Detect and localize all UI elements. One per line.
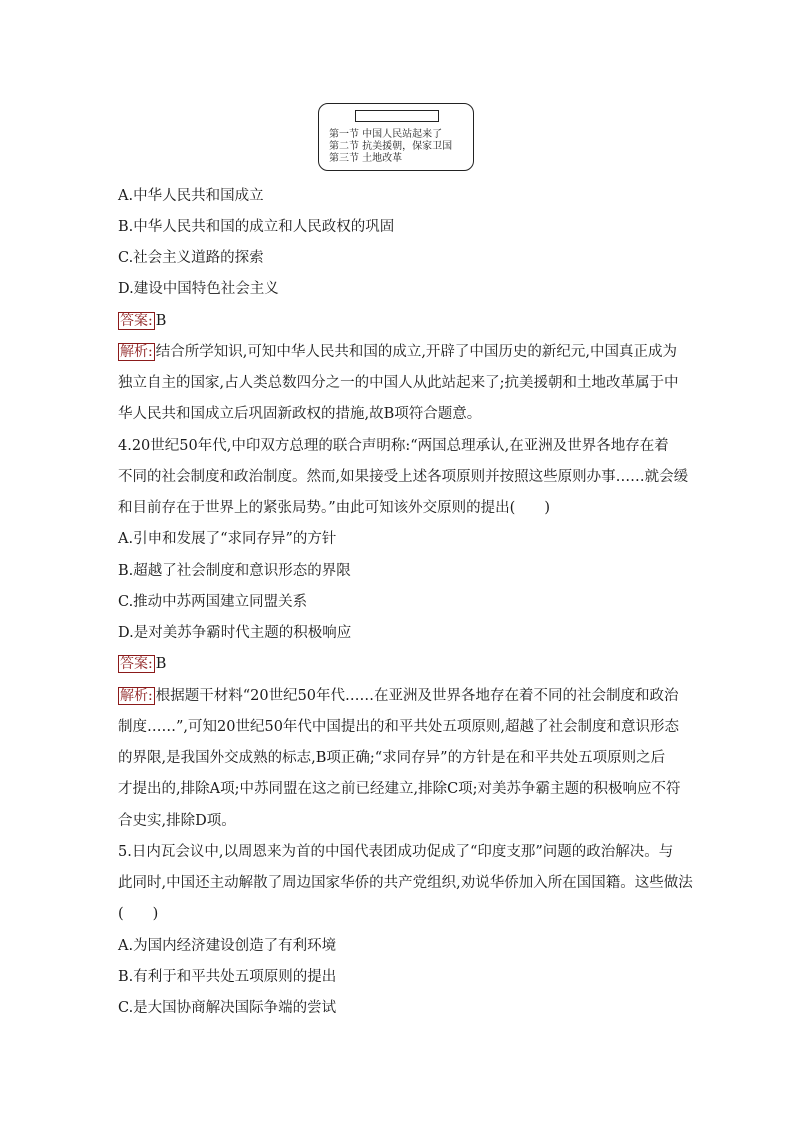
q4-answer [118,654,166,674]
q5-stem-line-2: 此同时,中国还主动解散了周边国家华侨的共产党组织,劝说华侨加入所在国国籍。这些做法 [118,875,693,891]
chapter-section-1: 第一节 中国人民站起来了 [329,129,443,140]
q4-analysis-line-4: 才提出的,排除A项;中苏同盟在这之前已经建立,排除C项;对美苏争霸主题的积极响应不符 [118,781,681,797]
q3-answer-label: 答案: [120,313,153,329]
q5-option-a: A.为国内经济建设创造了有利环境 [118,938,337,954]
q3-analysis-line-2: 独立自主的国家,占人类总数四分之一的中国人从此站起来了;抗美援朝和土地改革属于中 [118,375,679,391]
chapter-section-list [329,129,452,165]
q3-option-b: B.中华人民共和国的成立和人民政权的巩固 [118,219,395,235]
q4-stem-line-3: 和目前存在于世界上的紧张局势。”由此可知该外交原则的提出( ) [118,500,550,516]
q3-answer-value: B [155,313,167,329]
q3-option-c: C.社会主义道路的探索 [118,250,264,266]
q4-option-d: D.是对美苏争霸时代主题的积极响应 [118,625,352,641]
q4-stem-line-2: 不同的社会制度和政治制度。然而,如果接受上述各项原则并按照这些原则办事……就会缓 [118,469,689,485]
chapter-outline-box [318,103,474,171]
q3-answer [118,311,166,331]
q4-analysis-label: 解析: [120,688,153,704]
q3-analysis-label: 解析: [120,344,153,360]
q5-option-b: B.有利于和平共处五项原则的提出 [118,969,337,985]
q4-analysis-line-5: 合史实,排除D项。 [118,813,236,829]
q4-option-c: C.推动中苏两国建立同盟关系 [118,594,308,610]
q4-option-a: A.引申和发展了“求同存异”的方针 [118,531,337,547]
q3-analysis-line-1 [118,342,677,362]
chapter-section-3: 第三节 土地改革 [329,153,403,164]
q4-analysis-text-1: 根据题干材料“20世纪50年代……在亚洲及世界各地存在着不同的社会制度和政治 [155,688,679,704]
q4-stem-line-1: 4.20世纪50年代,中印双方总理的联合声明称:“两国总理承认,在亚洲及世界各地存在着 [118,438,669,454]
q4-analysis-line-2: 制度……”,可知20世纪50年代中国提出的和平共处五项原则,超越了社会制度和意识形态 [118,719,680,735]
q4-analysis-line-3: 的界限,是我国外交成熟的标志,B项正确;“求同存异”的方针是在和平共处五项原则之后 [118,750,666,766]
q5-stem-line-3: ( ) [118,906,159,922]
q5-option-c: C.是大国协商解决国际争端的尝试 [118,1000,337,1016]
q5-stem-line-1: 5.日内瓦会议中,以周恩来为首的中国代表团成功促成了“印度支那”问题的政治解决。与 [118,844,674,860]
q3-option-a: A.中华人民共和国成立 [118,188,264,204]
q3-analysis-text-1: 结合所学知识,可知中华人民共和国的成立,开辟了中国历史的新纪元,中国真正成为 [155,344,678,360]
q3-analysis-line-3: 华人民共和国成立后巩固新政权的措施,故B项符合题意。 [118,406,482,422]
chapter-title-blank [355,110,439,122]
q4-answer-label: 答案: [120,656,153,672]
q4-option-b: B.超越了社会制度和意识形态的界限 [118,563,351,579]
chapter-section-2: 第二节 抗美援朝，保家卫国 [329,141,453,152]
q4-analysis-line-1 [118,686,679,706]
q3-option-d: D.建设中国特色社会主义 [118,281,279,297]
q4-answer-value: B [155,656,167,672]
